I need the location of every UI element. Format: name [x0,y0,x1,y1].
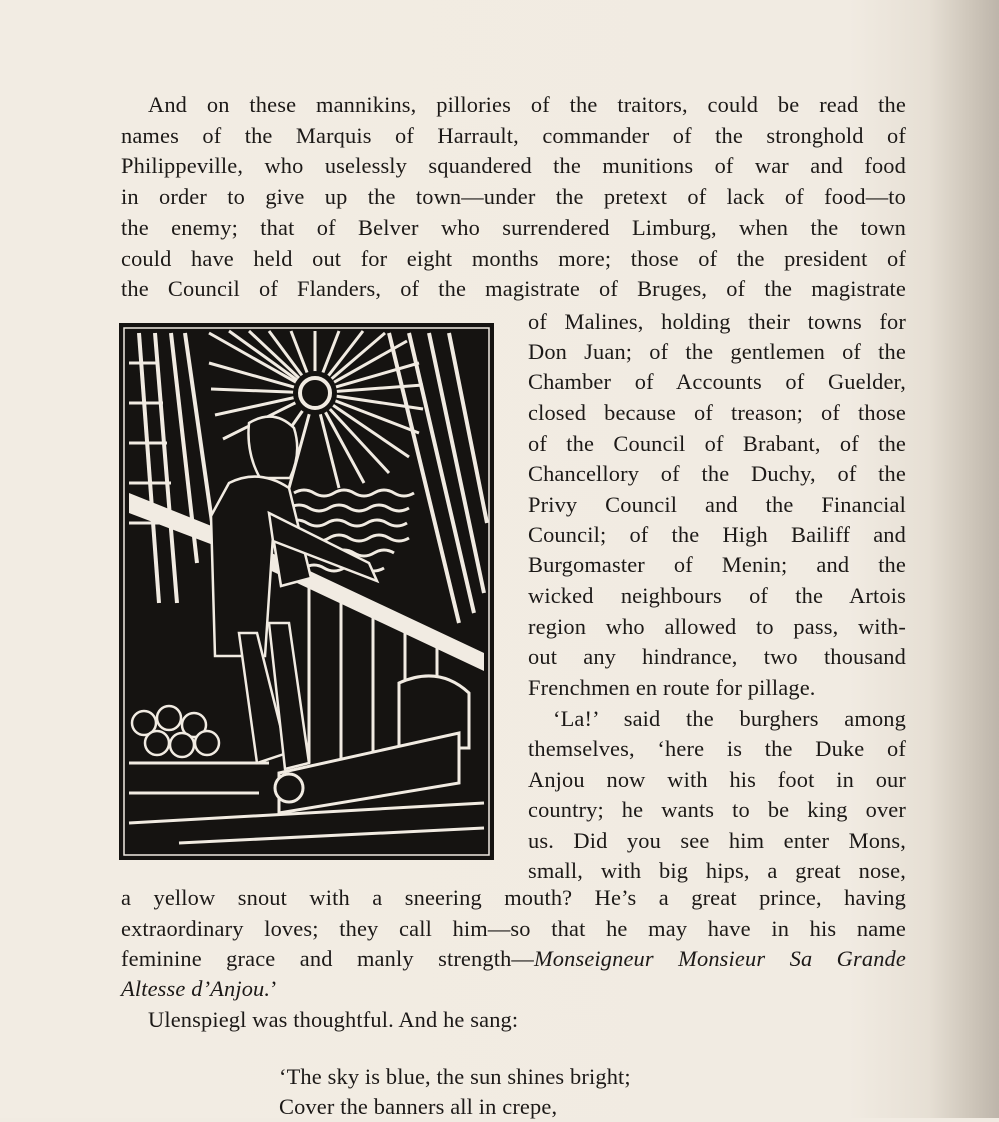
text-line: Chancellory of the Duchy, of the [528,461,906,486]
verse-line: ‘The sky is blue, the sun shines bright; [279,1064,631,1089]
text-line: us. Did you see him enter Mons, [528,828,906,853]
closing-quote: ’ [270,976,278,1001]
text-line: Anjou now with his foot in our [528,767,906,792]
text-line: extraordinary loves; they call him—so that he may have in his name [121,916,906,941]
text-span: feminine grace and manly strength— [121,946,534,971]
text-line: wicked neighbours of the Artois [528,583,906,608]
text-line: ‘La!’ said the burghers among [553,706,906,731]
text-line [121,973,906,1004]
italic-title: Altesse d’Anjou. [121,976,271,1001]
text-line: Council; of the High Bailiff and [528,522,906,547]
woodcut-illustration [119,323,494,860]
text-line [121,943,906,974]
text-line: Privy Council and the Financial [528,492,906,517]
text-line: country; he wants to be king over [528,797,906,822]
text-line: of Malines, holding their towns for [528,309,906,334]
text-line: themselves, ‘here is the Duke of [528,736,906,761]
text-line: closed because of treason; of those [528,400,906,425]
text-line: small, with big hips, a great nose, [528,858,906,883]
text-line: And on these mannikins, pillories of the traitors, could be read the [148,92,906,117]
text-line: could have held out for eight months more; those of the president of [121,246,906,271]
text-line: Ulenspiegl was thoughtful. And he sang: [148,1007,519,1032]
text-line: Burgomaster of Menin; and the [528,552,906,577]
text-line: of the Council of Brabant, of the [528,431,906,456]
text-line: Chamber of Accounts of Guelder, [528,369,906,394]
text-line: region who allowed to pass, with- [528,614,906,639]
text-line: the Council of Flanders, of the magistrate of Bruges, of the magistrate [121,276,906,301]
text-line: a yellow snout with a sneering mouth? He’s a great prince, having [121,885,906,910]
text-line: Frenchmen en route for pillage. [528,675,816,700]
text-line: Philippeville, who uselessly squandered the munitions of war and food [121,153,906,178]
text-line: in order to give up the town—under the pretext of lack of food—to [121,184,906,209]
italic-title: Monseigneur Monsieur Sa Grande [533,946,906,971]
text-line: Don Juan; of the gentlemen of the [528,339,906,364]
text-line: names of the Marquis of Harrault, commander of the stronghold of [121,123,906,148]
text-line: out any hindrance, two thousand [528,644,906,669]
verse-line: Cover the banners all in crepe, [279,1094,558,1119]
text-line: the enemy; that of Belver who surrendered Limburg, when the town [121,215,906,240]
